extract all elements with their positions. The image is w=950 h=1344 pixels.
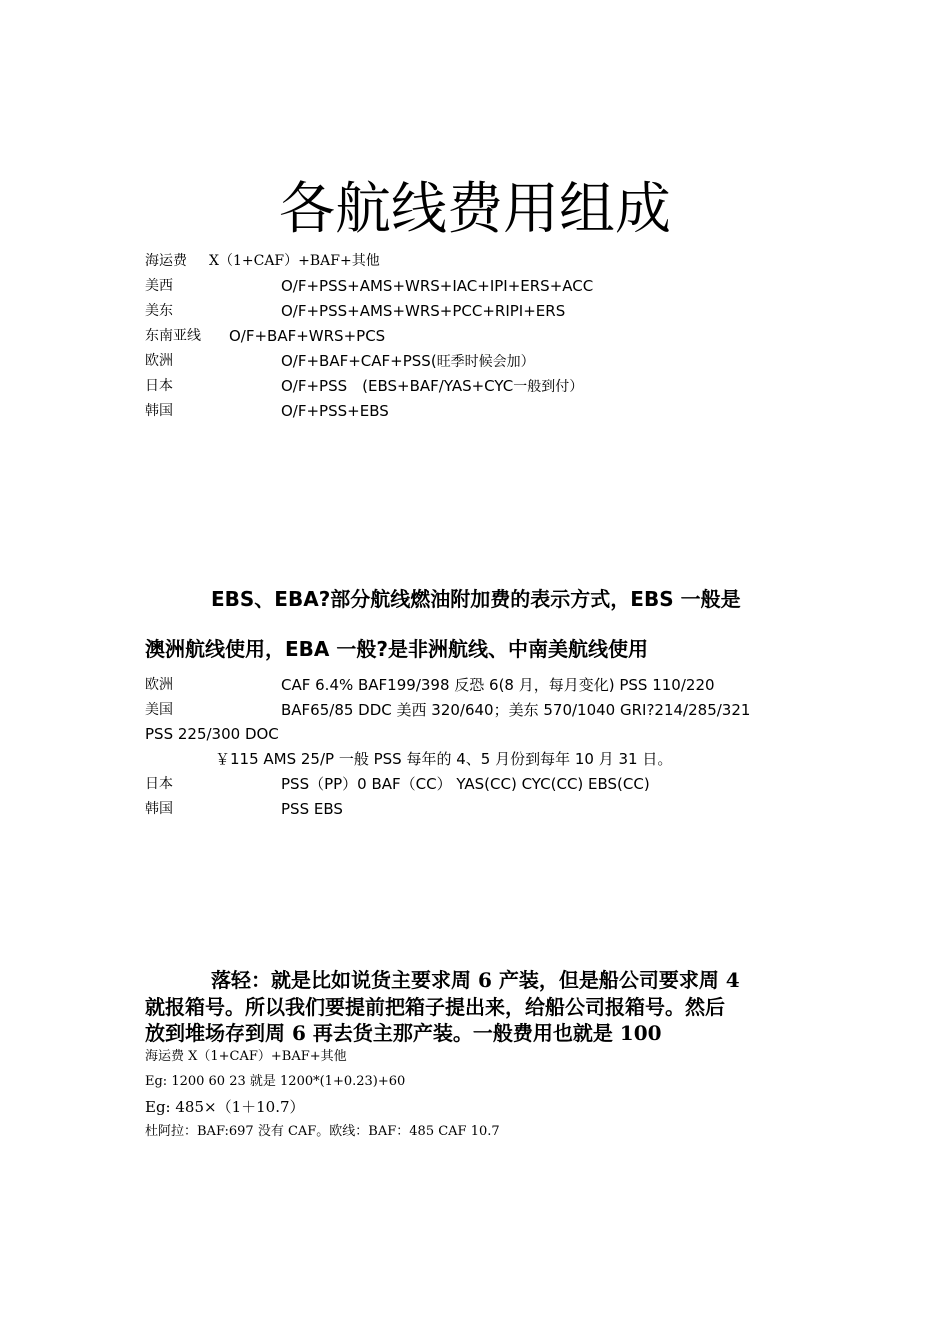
route-value: O/F+PSS+EBS [281, 402, 389, 420]
route-row-europe [145, 349, 845, 373]
surcharge-row-usa [145, 698, 845, 722]
route-value: O/F+PSS+AMS+WRS+PCC+RIPI+ERS [281, 302, 566, 320]
paragraph-line2: 就报箱号。所以我们要提前把箱子提出来，给船公司报箱号。然后 [145, 995, 725, 1019]
section-heading-line1: EBS、EBA?部分航线燃油附加费的表示方式，EBS 一般是 [211, 587, 741, 611]
formula-row [145, 249, 380, 273]
section-heading-line2: 澳洲航线使用，EBA 一般?是非洲航线、中南美航线使用 [145, 637, 648, 661]
route-label: 美东 [145, 303, 173, 319]
formula-label: 海运费 [145, 253, 187, 269]
route-value [281, 349, 535, 374]
route-value-main: O/F+BAF+CAF+PSS( [281, 352, 437, 370]
surcharge-label: 欧洲 [145, 677, 173, 693]
surcharge-row-korea [145, 797, 845, 821]
route-value [281, 374, 583, 399]
route-row-korea [145, 399, 845, 423]
dubai-note: 杜阿拉：BAF:697 没有 CAF。欧线：BAF：485 CAF 10.7 [145, 1124, 500, 1139]
route-value: O/F+PSS+AMS+WRS+IAC+IPI+ERS+ACC [281, 277, 594, 295]
route-label: 欧洲 [145, 353, 173, 369]
surcharge-row-europe [145, 673, 845, 697]
route-label: 东南亚线 [145, 328, 201, 344]
route-row-japan [145, 374, 845, 398]
surcharge-label: 日本 [145, 776, 173, 792]
route-label: 韩国 [145, 403, 173, 419]
paragraph-line3: 放到堆场存到周 6 再去货主那产装。一般费用也就是 100 [145, 1021, 662, 1045]
route-note: 一般到付） [513, 379, 584, 395]
surcharge-value: BAF65/85 DDC 美西 320/640；美东 570/1040 GRI?214/285/321 [281, 701, 751, 719]
route-row-us-west [145, 274, 845, 298]
route-note: 旺季时候会加） [436, 354, 535, 370]
example-1: Eg: 1200 60 23 就是 1200*(1+0.23)+60 [145, 1074, 406, 1089]
surcharge-value: PSS EBS [281, 800, 343, 818]
route-row-us-east [145, 299, 845, 323]
page-title: 各航线费用组成 [279, 177, 671, 242]
route-row-southeast-asia [145, 324, 845, 348]
surcharge-value: CAF 6.4% BAF199/398 反恐 6(8 月，每月变化) PSS 110/220 [281, 676, 715, 694]
surcharge-value: PSS（PP）0 BAF（CC） YAS(CC) CYC(CC) EBS(CC) [281, 775, 650, 793]
example-2: Eg: 485×（1＋10.7） [145, 1098, 305, 1116]
surcharge-label: 美国 [145, 702, 173, 718]
route-value: O/F+BAF+WRS+PCS [229, 327, 386, 345]
route-label: 日本 [145, 378, 173, 394]
formula-value: X（1+CAF）+BAF+其他 [209, 253, 380, 269]
surcharge-usa-note: ￥115 AMS 25/P 一般 PSS 每年的 4、5 月份到每年 10 月 31 日。 [215, 750, 673, 768]
surcharge-row-japan [145, 772, 845, 796]
formula-repeat: 海运费 X（1+CAF）+BAF+其他 [145, 1049, 347, 1064]
paragraph-line1: 落轻：就是比如说货主要求周 6 产装，但是船公司要求周 4 [211, 968, 740, 992]
surcharge-usa-continued: PSS 225/300 DOC [145, 725, 279, 743]
route-label: 美西 [145, 278, 173, 294]
route-value-main: O/F+PSS (EBS+BAF/YAS+CYC [281, 377, 514, 395]
surcharge-label: 韩国 [145, 801, 173, 817]
